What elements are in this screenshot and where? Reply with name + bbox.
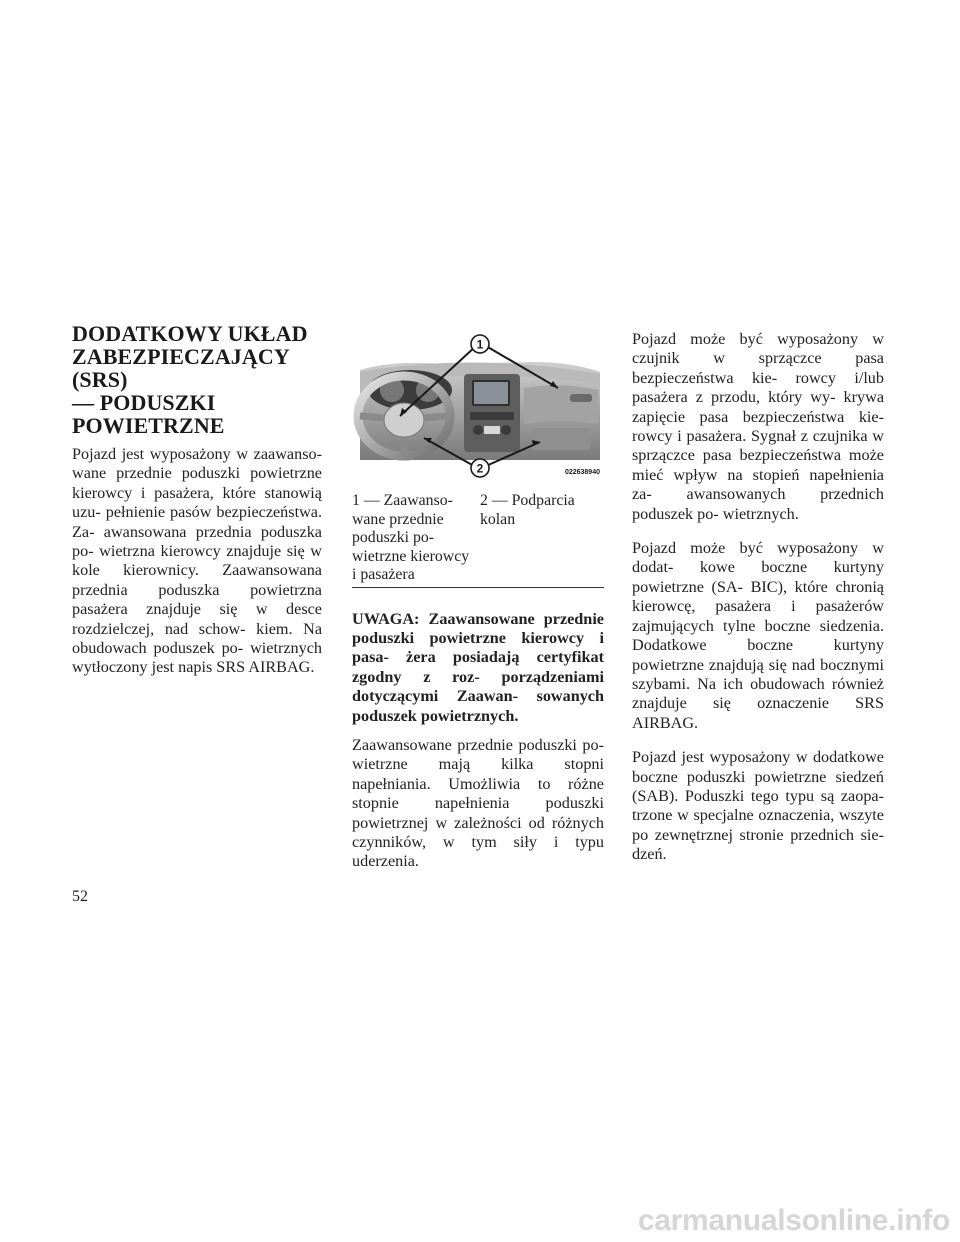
middle-column xyxy=(352,322,604,886)
callout-1-label: 1 xyxy=(476,337,484,352)
inflation-paragraph: Zaawansowane przednie poduszki po- wietrzne mają kilka stopni napełniania. Umożliwia to różne stopnie napełnienia poduszki powietrznej w zależności od różnych czynników, w tym siły i typu uderzenia. xyxy=(352,735,604,871)
section-heading xyxy=(72,322,322,437)
right-column xyxy=(632,330,884,880)
heading-line-2: ZABEZPIECZAJĄCY (SRS) xyxy=(72,344,290,392)
seatbelt-sensor-paragraph: Pojazd może być wyposażony w czujnik w sprzączce pasa bezpieczeństwa kie- rowcy i/lub pasażera z przodu, który wy- krywa zapięcie pasa bezpieczeństwa kie- rowcy i pasażera. Sygnał z czujnika w sprzączce pasa bezpieczeństwa może mieć wpływ na stopień napełnienia za- awansowanych przednich poduszek po- wietrznych. xyxy=(632,330,884,523)
seat-airbag-paragraph: Pojazd jest wyposażony w dodatkowe boczne poduszki powietrzne siedzeń (SAB). Poduszki tego typu są zaopa- trzone w specjalne oznaczenia, wszyte po zewnętrznej stronie przednich sie- dzeń. xyxy=(632,748,884,864)
intro-paragraph: Pojazd jest wyposażony w zaawanso- wane przednie poduszki powietrzne kierowcy i pasażera, które stanowią uzu- pełnienie pasów bezpieczeństwa. Za- awansowana przednia poduszka po- wietrzna kierowcy znajduje się w kole kierownicy. Zaawansowana przednia poduszka powietrzna pasażera znajduje się w desce rozdzielczej, nad schow- kiem. Na obudowach poduszek po- wietrznych wytłoczony jest napis SRS AIRBAG. xyxy=(72,445,322,677)
callout-2-label: 2 xyxy=(476,461,484,476)
page-number: 52 xyxy=(72,888,88,905)
legend-item-1: 1 — Zaawanso- wane przednie poduszki po- wietrzne kierowcy i pasażera xyxy=(352,492,470,583)
side-curtain-paragraph: Pojazd może być wyposażony w dodat- kowe boczne kurtyny powietrzne (SA- BIC), które chronią kierowcę, pasażera i pasażerów zajmujących tylne boczne siedzenia. Dodatkowe boczne kurtyny powietrzne znajdują się nad bocznymi szybami. Na ich obudowach również znajduje się oznaczenie SRS AIRBAG. xyxy=(632,539,884,732)
heading-line-4: POWIETRZNE xyxy=(72,413,225,438)
warning-note: UWAGA: Zaawansowane przednie poduszki powietrzne kierowcy i pasa- żera posiadają certyfikat zgodny z roz- porządzeniami dotyczącymi Zaawan- sowanych poduszek powietrznych. xyxy=(352,609,604,725)
watermark: carmanualsonline.info xyxy=(637,1204,950,1237)
heading-line-3: — PODUSZKI xyxy=(72,390,216,415)
legend-item-2: 2 — Podparcia kolan xyxy=(480,492,575,528)
left-column xyxy=(72,322,322,692)
figure-legend xyxy=(352,492,604,588)
dashboard-airbag-figure xyxy=(352,332,604,482)
figure-code: 022638940 xyxy=(564,469,600,476)
dashboard-illustration xyxy=(352,332,604,482)
heading-line-1: DODATKOWY UKŁAD xyxy=(72,321,308,346)
